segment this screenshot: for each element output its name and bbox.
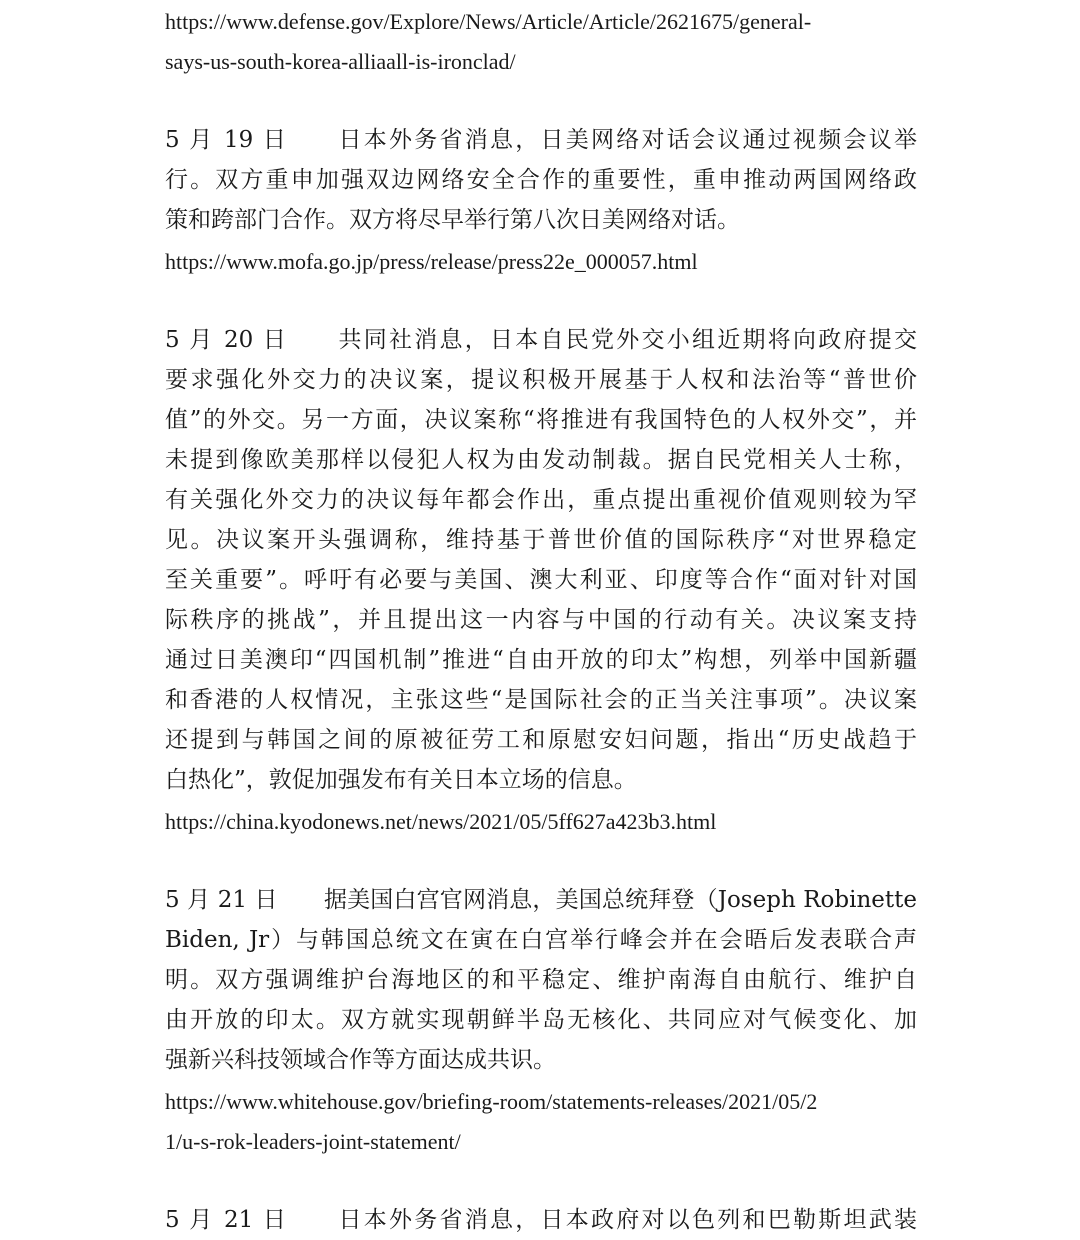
url-line[interactable]: https://china.kyodonews.net/news/2021/05/5ff627a423b3.html xyxy=(165,809,717,834)
entry-text-line: 通过日美澳印“四国机制”推进“自由开放的印太”构想，列举中国新疆 xyxy=(165,647,917,673)
url-line[interactable]: https://www.whitehouse.gov/briefing-room/statements-releases/2021/05/2 xyxy=(165,1089,818,1114)
url-line[interactable]: https://www.mofa.go.jp/press/release/press22e_000057.html xyxy=(165,249,698,274)
entry-text-line: 要求强化外交力的决议案，提议积极开展基于人权和法治等“普世价 xyxy=(165,367,917,393)
entry-text-line: 5 月 21 日 日本外务省消息，日本政府对以色列和巴勒斯坦武装 xyxy=(165,1207,917,1233)
entry-text-line: 由开放的印太。双方就实现朝鲜半岛无核化、共同应对气候变化、加 xyxy=(165,1007,917,1033)
url-line[interactable]: https://www.defense.gov/Explore/News/Article/Article/2621675/general- xyxy=(165,9,812,34)
entry-text-line: 和香港的人权情况，主张这些“是国际社会的正当关注事项”。决议案 xyxy=(165,687,917,713)
entry-text-line: 至关重要”。呼吁有必要与美国、澳大利亚、印度等合作“面对针对国 xyxy=(165,567,917,593)
url-line[interactable]: says-us-south-korea-alliaall-is-ironclad/ xyxy=(165,49,516,74)
entry-text-line: 有关强化外交力的决议每年都会作出，重点提出重视价值观则较为罕 xyxy=(165,487,917,513)
entry-text-line: 见。决议案开头强调称，维持基于普世价值的国际秩序“对世界稳定 xyxy=(165,527,917,553)
entry-text-line: 白热化”，敦促加强发布有关日本立场的信息。 xyxy=(165,767,637,793)
entry-text-line: 5 月 21 日 据美国白宫官网消息，美国总统拜登（Joseph Robinette xyxy=(165,887,917,913)
entry-text-line: 未提到像欧美那样以侵犯人权为由发动制裁。据自民党相关人士称， xyxy=(165,447,917,473)
entry-text-line: 际秩序的挑战”，并且提出这一内容与中国的行动有关。决议案支持 xyxy=(165,607,917,633)
entry-text-line: 5 月 20 日 共同社消息，日本自民党外交小组近期将向政府提交 xyxy=(165,327,917,353)
entry-text-line: 5 月 19 日 日本外务省消息，日美网络对话会议通过视频会议举 xyxy=(165,127,917,153)
entry-text-line: 强新兴科技领域合作等方面达成共识。 xyxy=(165,1047,556,1073)
entry-text-line: 还提到与韩国之间的原被征劳工和原慰安妇问题，指出“历史战趋于 xyxy=(165,727,917,753)
entry-text-line: 策和跨部门合作。双方将尽早举行第八次日美网络对话。 xyxy=(165,207,740,233)
entry-text-line: Biden, Jr）与韩国总统文在寅在白宫举行峰会并在会晤后发表联合声 xyxy=(165,927,917,953)
entry-text-line: 明。双方强调维护台海地区的和平稳定、维护南海自由航行、维护自 xyxy=(165,967,917,993)
url-line[interactable]: 1/u-s-rok-leaders-joint-statement/ xyxy=(165,1129,461,1154)
entry-text-line: 值”的外交。另一方面，决议案称“将推进有我国特色的人权外交”，并 xyxy=(165,407,917,433)
entry-text-line: 行。双方重申加强双边网络安全合作的重要性，重申推动两国网络政 xyxy=(165,167,917,193)
